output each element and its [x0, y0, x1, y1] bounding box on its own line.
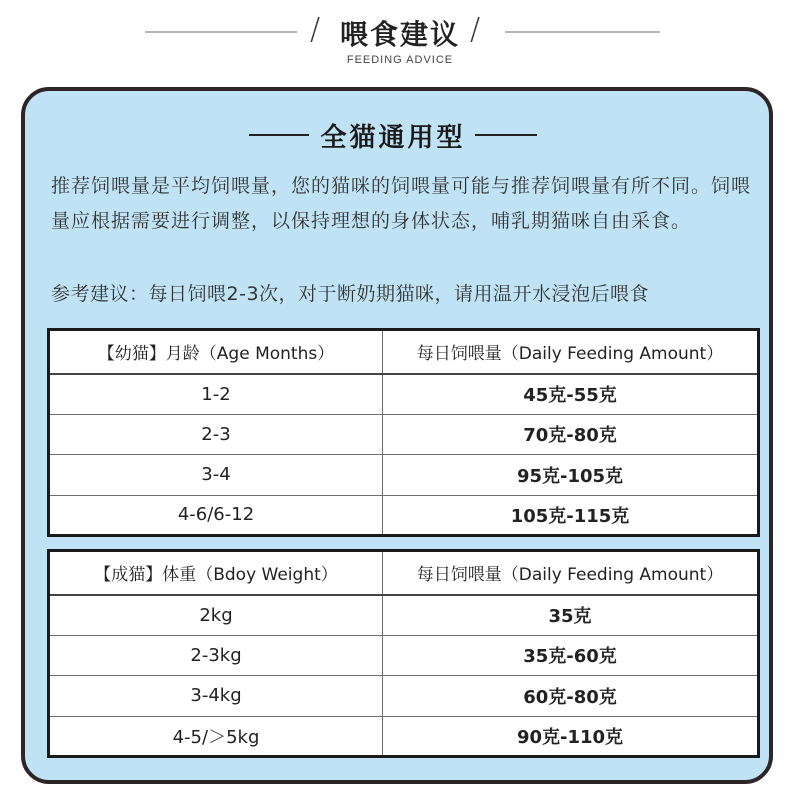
table-row: [49, 676, 759, 717]
page-title: 喂食建议: [339, 18, 460, 51]
amount-cell: 105克-115克: [383, 495, 759, 536]
weight-cell: 3-4kg: [49, 676, 383, 717]
page-subtitle: FEEDING ADVICE: [346, 54, 454, 66]
age-cell: 2-3: [49, 414, 383, 455]
amount-cell: 95克-105克: [383, 455, 759, 496]
amount-cell: 90克-110克: [383, 716, 759, 757]
card-title-row: [25, 115, 769, 155]
weight-cell: 2kg: [49, 595, 383, 636]
table-row: [49, 495, 759, 536]
weight-cell: 4-5/＞5kg: [49, 716, 383, 757]
header-divider-left: [145, 31, 297, 33]
weight-cell: 2-3kg: [49, 635, 383, 676]
header-slash-right: /: [470, 12, 481, 47]
table-row: [49, 595, 759, 636]
amount-cell: 35克: [383, 595, 759, 636]
table-row: [49, 635, 759, 676]
column-header-weight: 【成猫】体重（Bdoy Weight）: [49, 551, 383, 595]
amount-cell: 60克-80克: [383, 676, 759, 717]
amount-cell: 70克-80克: [383, 414, 759, 455]
feeding-advice: 参考建议：每日饲喂2-3次，对于断奶期猫咪，请用温开水浸泡后喂食: [51, 283, 650, 305]
header-slash-left: /: [310, 12, 321, 47]
kitten-feeding-table: [47, 328, 760, 537]
table-row: [49, 374, 759, 415]
title-dash-left: [249, 134, 309, 136]
age-cell: 4-6/6-12: [49, 495, 383, 536]
amount-cell: 45克-55克: [383, 374, 759, 415]
page-header: [0, 0, 800, 80]
column-header-amount: 每日饲喂量（Daily Feeding Amount）: [383, 330, 759, 374]
age-cell: 3-4: [49, 455, 383, 496]
column-header-amount: 每日饲喂量（Daily Feeding Amount）: [383, 551, 759, 595]
table-row: [49, 716, 759, 757]
amount-cell: 35克-60克: [383, 635, 759, 676]
table-header-row: [49, 551, 759, 595]
column-header-age: 【幼猫】月龄（Age Months）: [49, 330, 383, 374]
adult-feeding-table: [47, 549, 760, 758]
table-row: [49, 414, 759, 455]
age-cell: 1-2: [49, 374, 383, 415]
card-title: 全猫通用型: [320, 123, 466, 153]
table-header-row: [49, 330, 759, 374]
feeding-card: [21, 87, 773, 784]
title-dash-right: [475, 134, 537, 136]
feeding-description: 推荐饲喂量是平均饲喂量，您的猫咪的饲喂量可能与推荐饲喂量有所不同。饲喂量应根据需要进行调整，以保持理想的身体状态，哺乳期猫咪自由采食。: [51, 175, 752, 232]
header-divider-right: [505, 31, 660, 33]
table-row: [49, 455, 759, 496]
